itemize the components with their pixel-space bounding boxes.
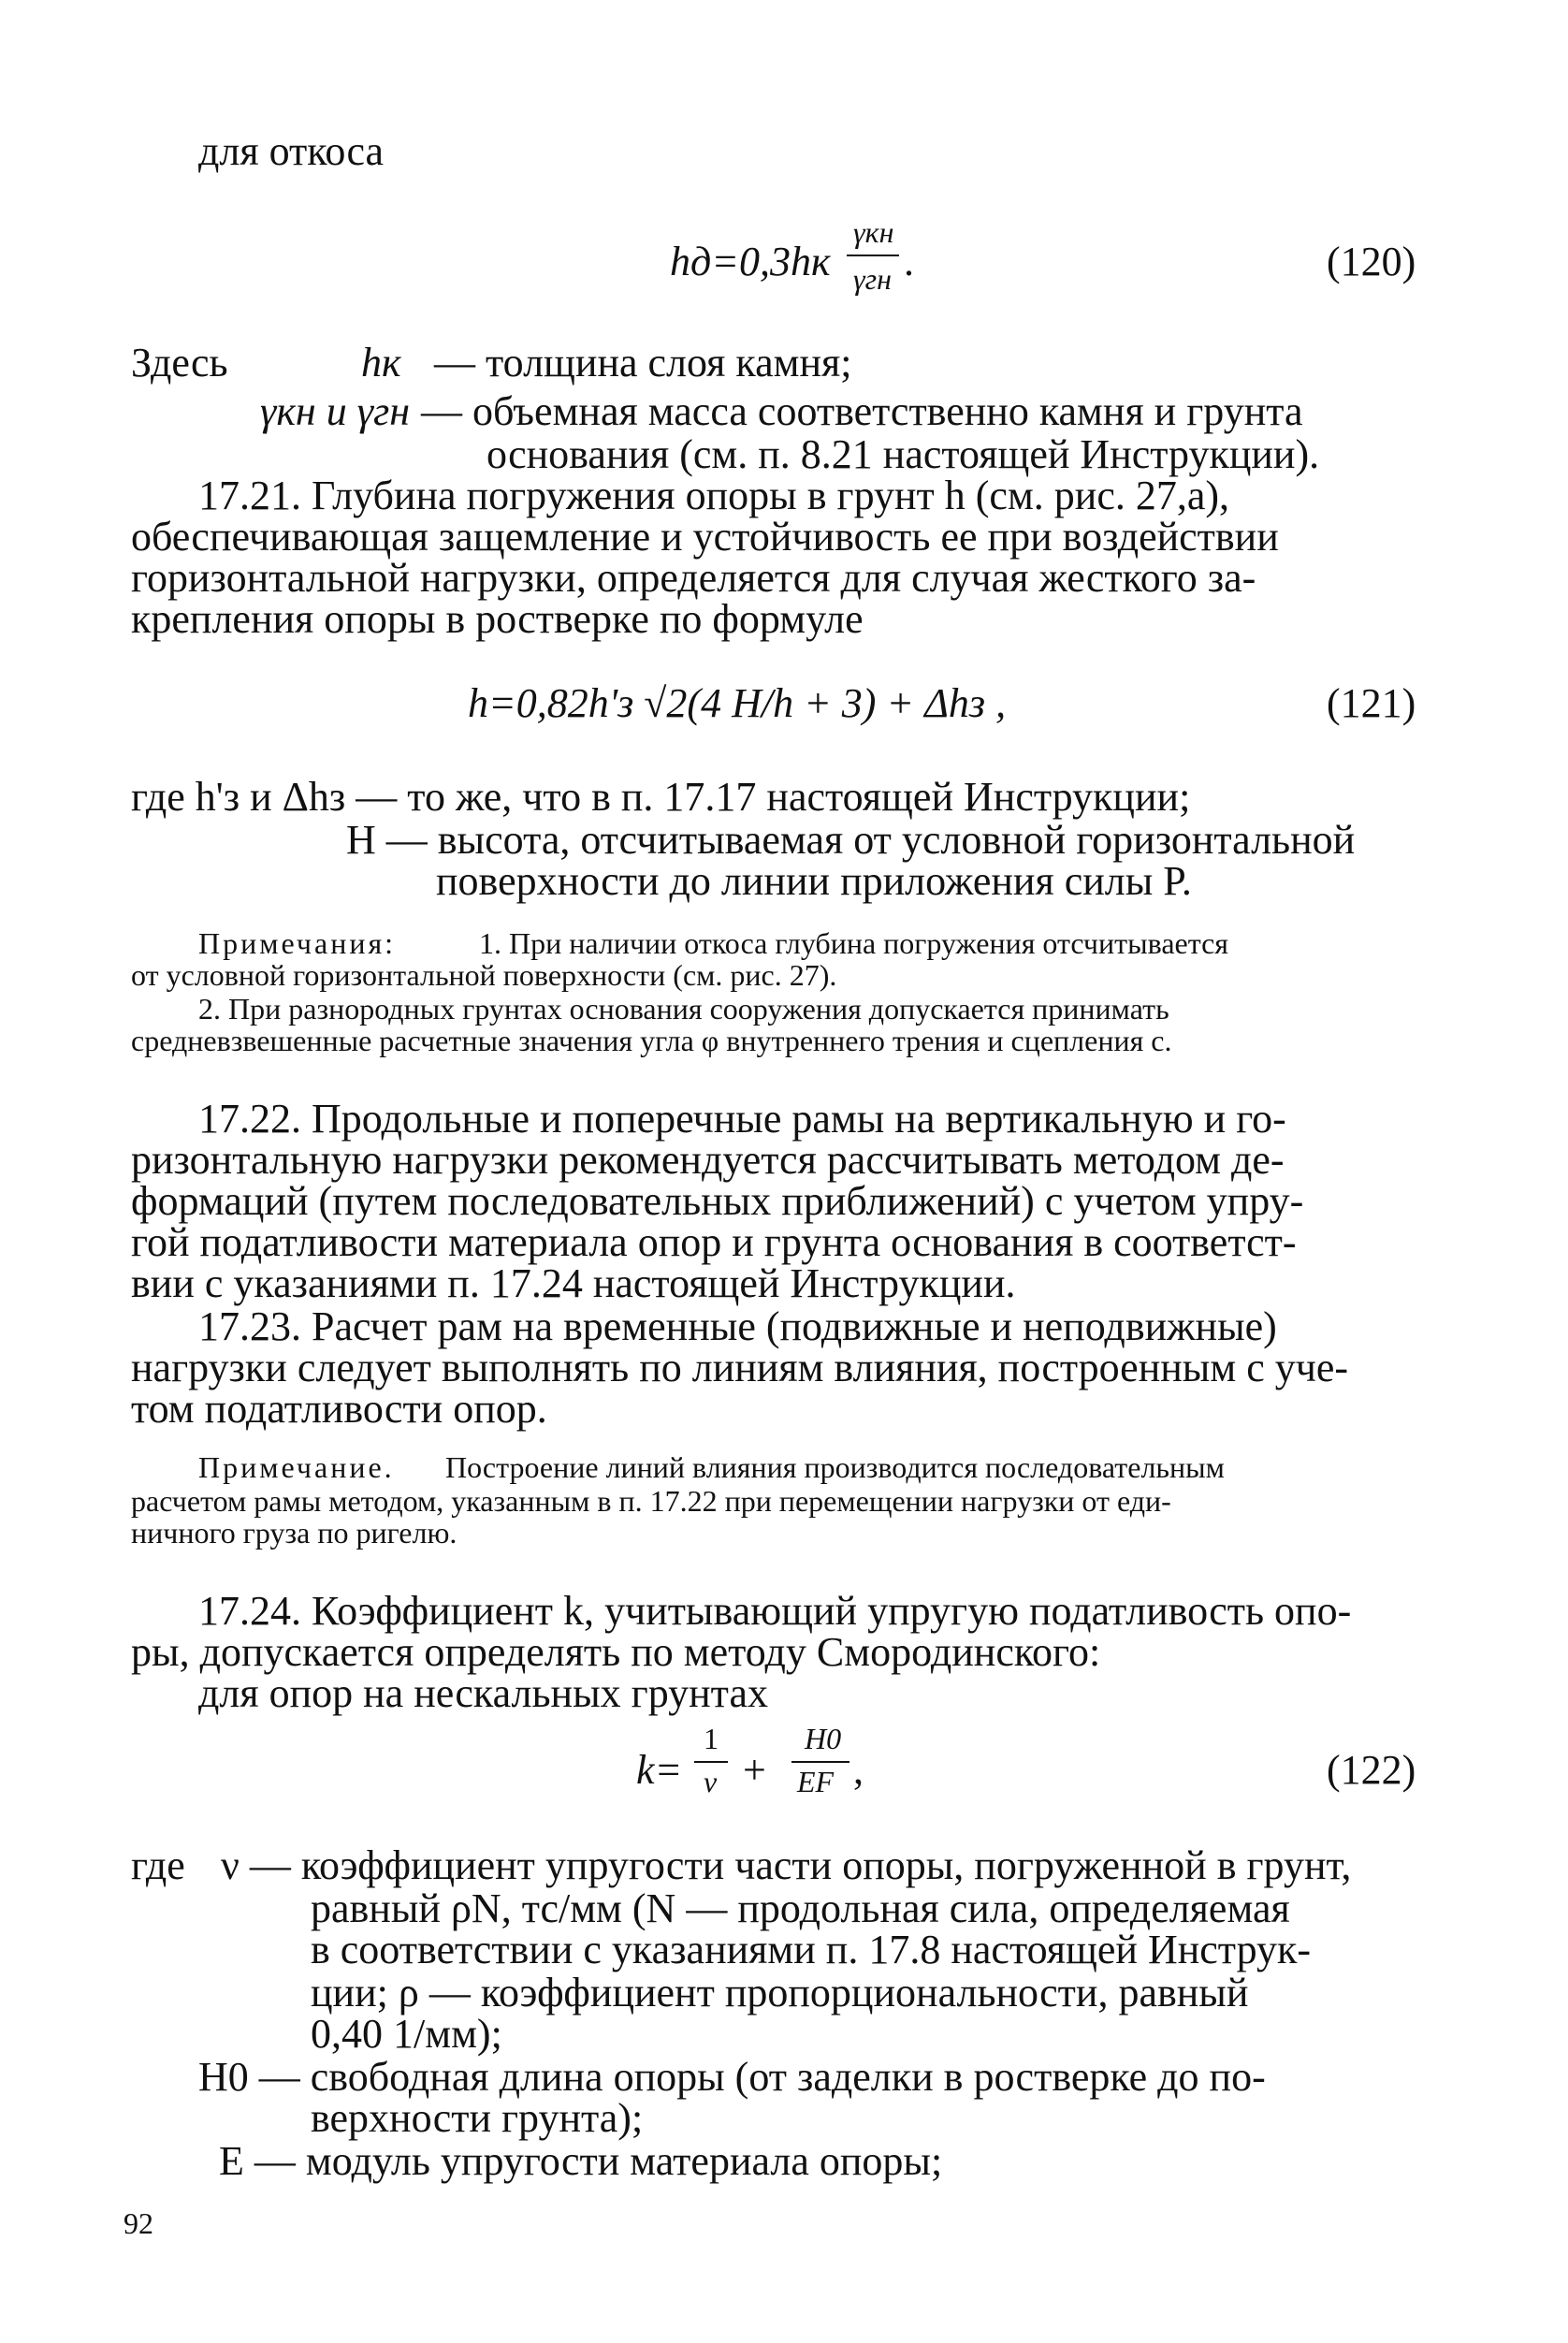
formula-122-num1: 1 <box>704 1722 719 1755</box>
symbol-gamma: γкн и γгн <box>260 388 411 434</box>
text-line: том податливости опор. <box>131 1386 547 1432</box>
text-line: от условной горизонтальной поверхности (см. рис. 27). <box>131 958 837 992</box>
text-line: формаций (путем последовательных приближений) с учетом упру- <box>131 1178 1304 1224</box>
text-line: 2. При разнородных грунтах основания сооружения допускается принимать <box>198 992 1169 1026</box>
text-line: E — модуль упругости материала опоры; <box>219 2138 943 2184</box>
formula-122-den2: EF <box>797 1765 835 1798</box>
text-line: ризонтальную нагрузки рекомендуется рассчитывать методом де- <box>131 1137 1285 1183</box>
text-line: 17.24. Коэффициент k, учитывающий упругую податливость опо- <box>198 1588 1352 1634</box>
formula-122-comma: , <box>853 1747 864 1793</box>
text-line: 17.23. Расчет рам на временные (подвижные и неподвижные) <box>198 1303 1277 1349</box>
formula-120-period: . <box>904 239 914 284</box>
text-line: Здесь <box>131 340 228 386</box>
text-line: — толщина слоя камня; <box>434 340 852 386</box>
formula-120-numerator: γкн <box>853 215 894 249</box>
text-line: Построение линий влияния производится последовательным <box>445 1450 1225 1484</box>
formula-122-plus: + <box>743 1747 766 1793</box>
formula-120-fraction-bar <box>847 255 899 256</box>
text-line: H — высота, отсчитываемая от условной горизонтальной <box>346 817 1356 863</box>
page-number: 92 <box>123 2206 153 2240</box>
text-line: — объемная масса соответственно камня и грунта <box>421 388 1303 434</box>
formula-121: h=0,82h'з √2(4 H/h + 3) + Δhз , <box>468 680 1007 726</box>
formula-122-num2: H0 <box>805 1722 842 1755</box>
text-line: средневзвешенные расчетные значения угла φ внутреннего трения и сцепления c. <box>131 1024 1172 1057</box>
text-line: 17.22. Продольные и поперечные рамы на вертикальную и го- <box>198 1096 1286 1142</box>
text-line: расчетом рамы методом, указанным в п. 17.22 при перемещении нагрузки от еди- <box>131 1484 1171 1518</box>
text-line: обеспечивающая защемление и устойчивость ее при воздействии <box>131 514 1279 560</box>
text-line: ции; ρ — коэффициент пропорциональности, равный <box>311 1970 1249 2016</box>
text-line: основания (см. п. 8.21 настоящей Инструкции). <box>486 431 1320 477</box>
equation-number-121: (121) <box>1327 680 1416 726</box>
text-line: 1. При наличии откоса глубина погружения отсчитывается <box>479 926 1229 960</box>
text-line: для опор на нескальных грунтах <box>198 1670 768 1716</box>
text-line: крепления опоры в ростверке по формуле <box>131 596 864 642</box>
text-line: в соответствии с указаниями п. 17.8 настоящей Инструк- <box>311 1927 1312 1972</box>
text-line: для откоса <box>198 128 385 174</box>
note-label: Примечания: <box>198 926 397 960</box>
text-line: 17.21. Глубина погружения опоры в грунт h (см. рис. 27,а), <box>198 473 1230 518</box>
text-line: H0 — свободная длина опоры (от заделки в ростверке до по- <box>198 2054 1266 2100</box>
text-line: гой податливости материала опор и грунта основания в соответст- <box>131 1219 1297 1265</box>
text-line: ν — коэффициент упругости части опоры, погруженной в грунт, <box>221 1842 1352 1888</box>
equation-number-120: (120) <box>1327 239 1416 284</box>
text-line: вии с указаниями п. 17.24 настоящей Инструкции. <box>131 1260 1016 1306</box>
formula-122-den1: ν <box>704 1765 718 1798</box>
formula-120-left: hд=0,3hк <box>670 239 831 284</box>
text-line: ры, допускается определять по методу Смородинского: <box>131 1629 1101 1675</box>
text-line: ничного груза по ригелю. <box>131 1516 457 1550</box>
formula-122-bar1 <box>694 1761 728 1763</box>
text-line: 0,40 1/мм); <box>311 2011 502 2057</box>
text-line: верхности грунта); <box>311 2095 644 2141</box>
text-line: горизонтальной нагрузки, определяется для случая жесткого за- <box>131 555 1256 601</box>
symbol-hk: hк <box>361 340 401 386</box>
formula-122-bar2 <box>791 1761 849 1763</box>
formula-120-denominator: γгн <box>853 262 892 296</box>
note-label: Примечание. <box>198 1450 395 1484</box>
text-line: поверхности до линии приложения силы P. <box>436 858 1192 904</box>
equation-number-122: (122) <box>1327 1747 1416 1793</box>
text-line: равный ρN, тс/мм (N — продольная сила, определяемая <box>311 1885 1290 1931</box>
text-line: где <box>131 1842 185 1888</box>
formula-122-left: k= <box>636 1747 683 1793</box>
text-line: нагрузки следует выполнять по линиям влияния, построенным с уче- <box>131 1345 1349 1390</box>
text-line: где h'з и Δhз — то же, что в п. 17.17 настоящей Инструкции; <box>131 774 1191 820</box>
